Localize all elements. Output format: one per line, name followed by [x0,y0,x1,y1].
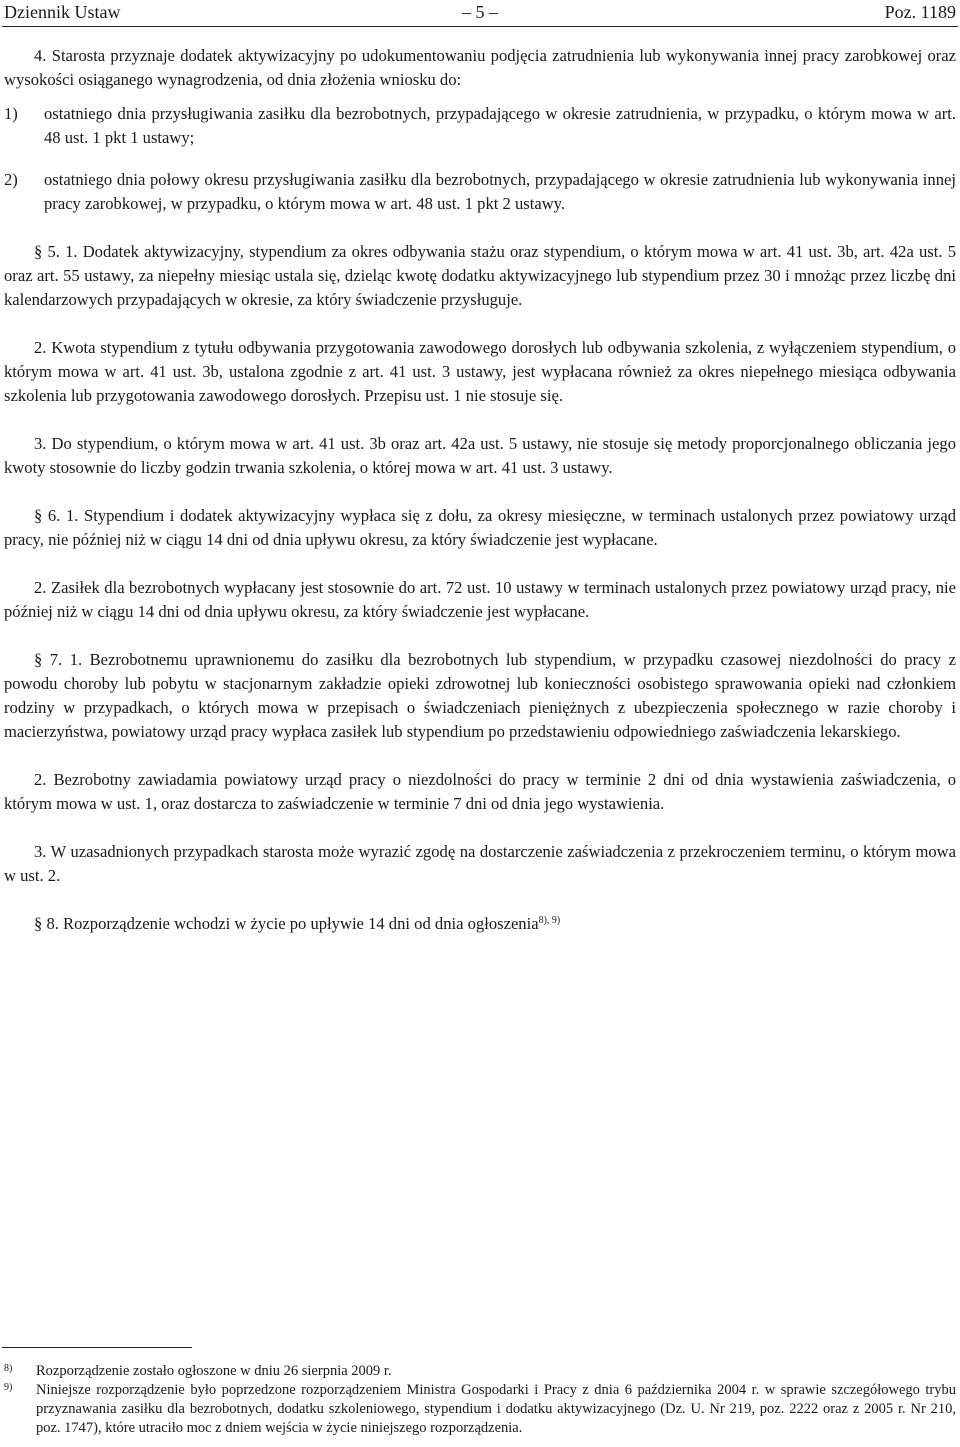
page-header [4,0,956,26]
paragraph-4-text: 4. Starosta przyznaje dodatek aktywizacyjny po udokumentowaniu podjęcia zatrudnienia lub wykonywania innej pracy zarobkowej oraz wysokości osiąganego wynagrodzenia, od dnia złożenia wniosku do: [4,46,956,89]
section-6-1-text: § 6. 1. Stypendium i dodatek aktywizacyjny wypłaca się z dołu, za okresy miesięczne, w terminach ustalonych przez powiatowy urząd pracy, nie później niż w ciągu 14 dni od dnia upływu okresu, za który świadczenie jest wypłacane. [4,506,956,549]
footnote-9 [4,1381,956,1438]
section-7-3-text: 3. W uzasadnionych przypadkach starosta może wyrazić zgodę na dostarczenie zaświadczenia z przekroczeniem terminu, o którym mowa w ust. 2. [4,842,956,885]
section-5-3 [4,432,956,480]
page-number: – 5 – [462,2,498,22]
list-item-1 [4,102,956,150]
section-8 [4,912,956,936]
document-body [4,44,956,960]
position-number: Poz. 1189 [884,2,956,22]
section-5-1-text: § 5. 1. Dodatek aktywizacyjny, stypendium za okres odbywania stażu oraz stypendium, o którym mowa w art. 41 ust. 3b, art. 42a ust. 5 oraz art. 55 ustawy, za niepełny miesiąc ustala się, dzieląc kwotę dodatku aktywizacyjnego lub stypendium przez 30 i mnożąc przez liczbę dni kalendarzowych przypadających w okresie, za który świadczenie przysługuje. [4,242,956,309]
footnote-text: Rozporządzenie zostało ogłoszone w dniu 26 sierpnia 2009 r. [36,1363,392,1379]
paragraph-4 [4,44,956,92]
list-item-2 [4,168,956,216]
footnote-divider [2,1347,192,1348]
list-item-text: ostatniego dnia przysługiwania zasiłku dla bezrobotnych, przypadającego w okresie zatrudnienia, w przypadku, o którym mowa w art. 48 ust. 1 pkt 1 ustawy; [44,104,956,147]
footnotes [4,1362,956,1438]
section-5-2-text: 2. Kwota stypendium z tytułu odbywania przygotowania zawodowego dorosłych lub odbywania szkolenia, z wyłączeniem stypendium, o którym mowa w art. 41 ust. 3b, ustalona zgodnie z art. 41 ust. 3 ustawy, jest wypłacana również za okres niepełnego miesiąca odbywania szkolenia lub przygotowania zawodowego dorosłych. Przepisu ust. 1 nie stosuje się. [4,338,956,405]
list-item-number: 1) [4,104,18,123]
section-7-3 [4,840,956,888]
footnote-reference[interactable]: 8), 9) [538,915,561,926]
section-6-2 [4,576,956,624]
list-item-number: 2) [4,170,18,189]
footnote-mark: 8) [4,1363,13,1374]
section-6-2-text: 2. Zasiłek dla bezrobotnych wypłacany jest stosownie do art. 72 ust. 10 ustawy w terminach ustalonych przez powiatowy urząd pracy, nie później niż w ciągu 14 dni od dnia upływu okresu, za który świadczenie jest wypłacane. [4,578,956,621]
journal-title: Dziennik Ustaw [4,2,121,22]
list-item-text: ostatniego dnia połowy okresu przysługiwania zasiłku dla bezrobotnych, przypadającego w okresie zatrudnienia lub wykonywania innej pracy zarobkowej, w przypadku, o którym mowa w art. 48 ust. 1 pkt 2 ustawy. [44,170,956,213]
section-8-text: § 8. Rozporządzenie wchodzi w życie po upływie 14 dni od dnia ogłoszenia [34,914,539,933]
section-5-1 [4,240,956,312]
header-divider [2,26,958,27]
footnote-mark: 9) [4,1382,13,1393]
section-5-2 [4,336,956,408]
section-7-1-text: § 7. 1. Bezrobotnemu uprawnionemu do zasiłku dla bezrobotnych lub stypendium, w przypadku czasowej niezdolności do pracy z powodu choroby lub pobytu w stacjonarnym zakładzie opieki zdrowotnej lub konieczności osobistego sprawowania opieki nad członkiem rodziny w przypadkach, o których mowa w przepisach o świadczeniach pieniężnych z ubezpieczenia społecznego w razie choroby i macierzyństwa, powiatowy urząd pracy wypłaca zasiłek lub stypendium po przedstawieniu odpowiedniego zaświadczenia lekarskiego. [4,650,956,741]
section-5-3-text: 3. Do stypendium, o którym mowa w art. 41 ust. 3b oraz art. 42a ust. 5 ustawy, nie stosuje się metody proporcjonalnego obliczania jego kwoty stosownie do liczby godzin trwania szkolenia, o której mowa w art. 41 ust. 3 ustawy. [4,434,956,477]
footnote-8 [4,1362,956,1381]
section-7-2 [4,768,956,816]
footnote-text: Niniejsze rozporządzenie było poprzedzone rozporządzeniem Ministra Gospodarki i Pracy z dnia 6 października 2004 r. w sprawie szczegółowego trybu przyznawania zasiłku dla bezrobotnych, dodatku szkoleniowego, stypendium i dodatku aktywizacyjnego (Dz. U. Nr 219, poz. 2222 oraz z 2005 r. Nr 210, poz. 1747), które utraciło moc z dniem wejścia w życie niniejszego rozporządzenia. [36,1382,956,1436]
section-7-2-text: 2. Bezrobotny zawiadamia powiatowy urząd pracy o niezdolności do pracy w terminie 2 dni od dnia wystawienia zaświadczenia, o którym mowa w ust. 1, oraz dostarcza to zaświadczenie w terminie 7 dni od dnia jego wystawienia. [4,770,956,813]
section-7-1 [4,648,956,744]
section-6-1 [4,504,956,552]
